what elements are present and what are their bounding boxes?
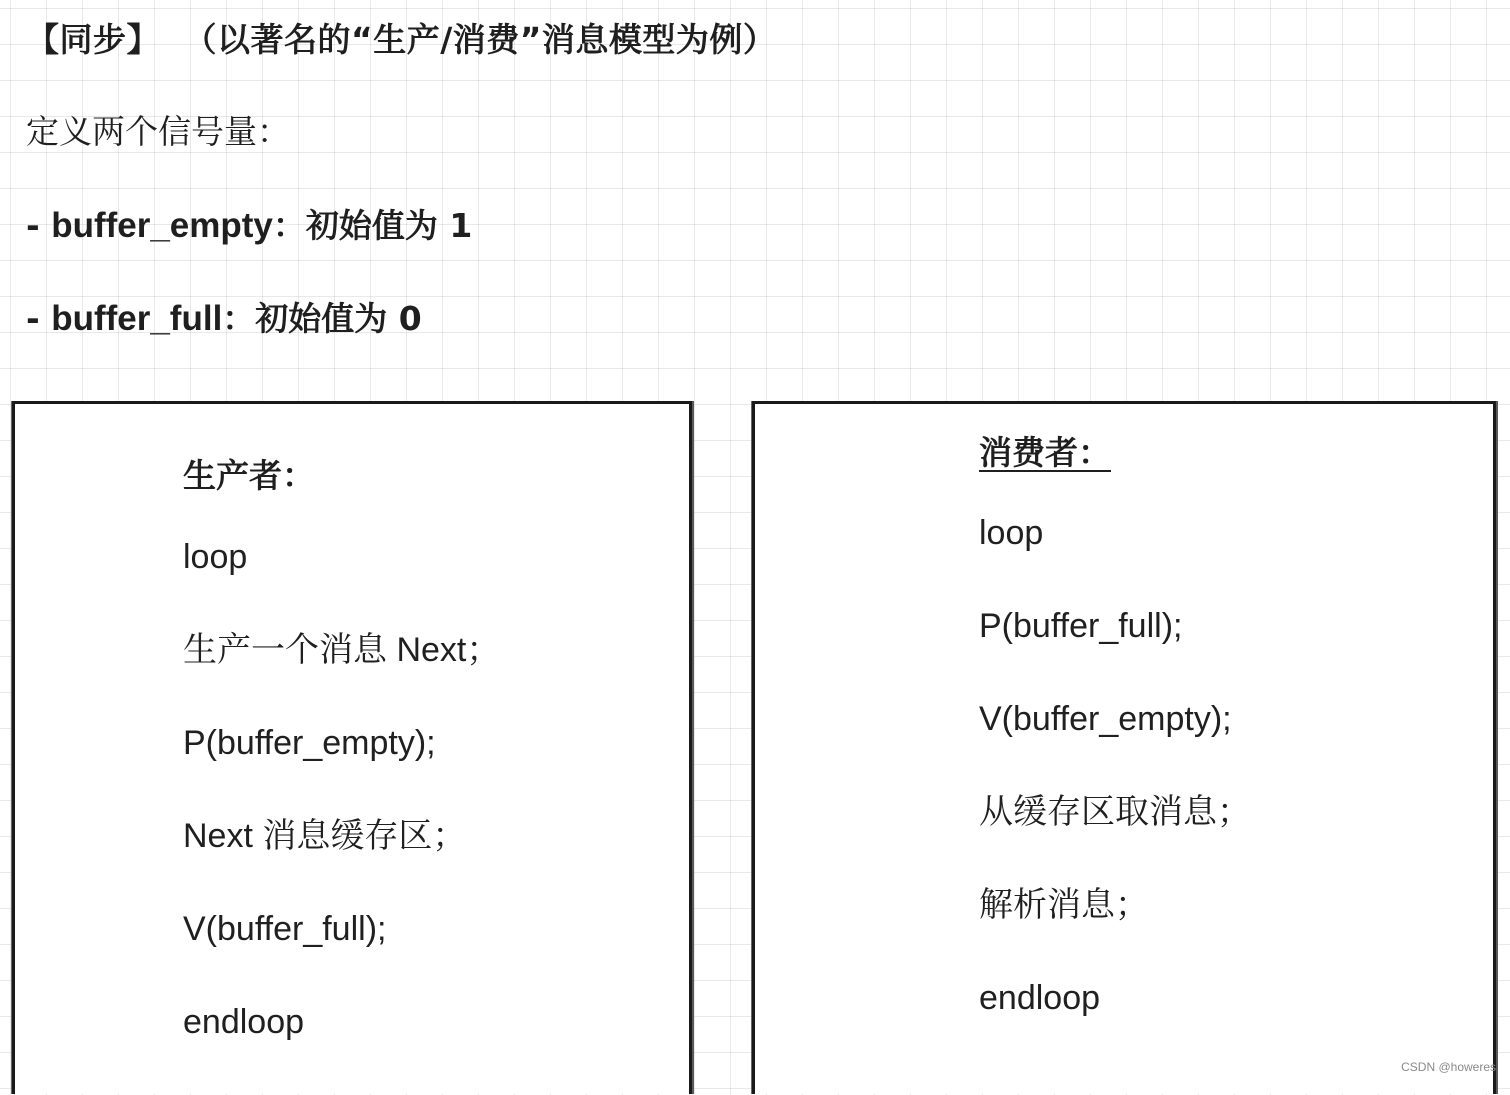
consumer-step: V(buffer_empty); [979, 700, 1232, 738]
producer-step: V(buffer_full); [183, 910, 387, 948]
semaphore-definition [26, 293, 422, 340]
semaphore-name: buffer_empty [51, 206, 273, 245]
producer-steps [183, 537, 500, 1095]
section-label: 【同步】 [26, 20, 160, 59]
watermark: CSDN @howeres [1401, 1060, 1496, 1074]
semaphore-initial-value: ：初始值为 1 [272, 206, 473, 245]
consumer-step: P(buffer_full); [979, 607, 1183, 645]
semaphore-intro: 定义两个信号量： [26, 112, 290, 151]
producer-step: loop [183, 538, 248, 576]
producer-step: 生产一个消息 Next； [183, 631, 501, 669]
consumer-step: endloop [979, 979, 1101, 1017]
page-subtitle: （以著名的“生产/消费”消息模型为例） [200, 20, 777, 59]
producer-step: Next 消息缓存区； [183, 817, 467, 855]
producer-step: P(buffer_empty); [183, 724, 436, 762]
consumer-panel [752, 401, 1496, 1094]
consumer-step: loop [979, 514, 1044, 552]
definition-bullet: - [26, 299, 52, 338]
semaphore-initial-value: ：初始值为 0 [222, 299, 422, 338]
semaphore-definition [26, 200, 472, 247]
producer-panel [12, 401, 692, 1094]
consumer-steps [979, 513, 1251, 1071]
consumer-step: 解析消息； [979, 886, 1149, 924]
producer-step: endloop [183, 1003, 305, 1041]
semaphore-name: buffer_full [51, 299, 223, 338]
page-title [26, 14, 776, 61]
producer-heading: 生产者： [183, 456, 315, 495]
consumer-step: 从缓存区取消息； [979, 793, 1251, 831]
definition-bullet: - [26, 206, 52, 245]
consumer-heading: 消费者： [979, 433, 1111, 472]
